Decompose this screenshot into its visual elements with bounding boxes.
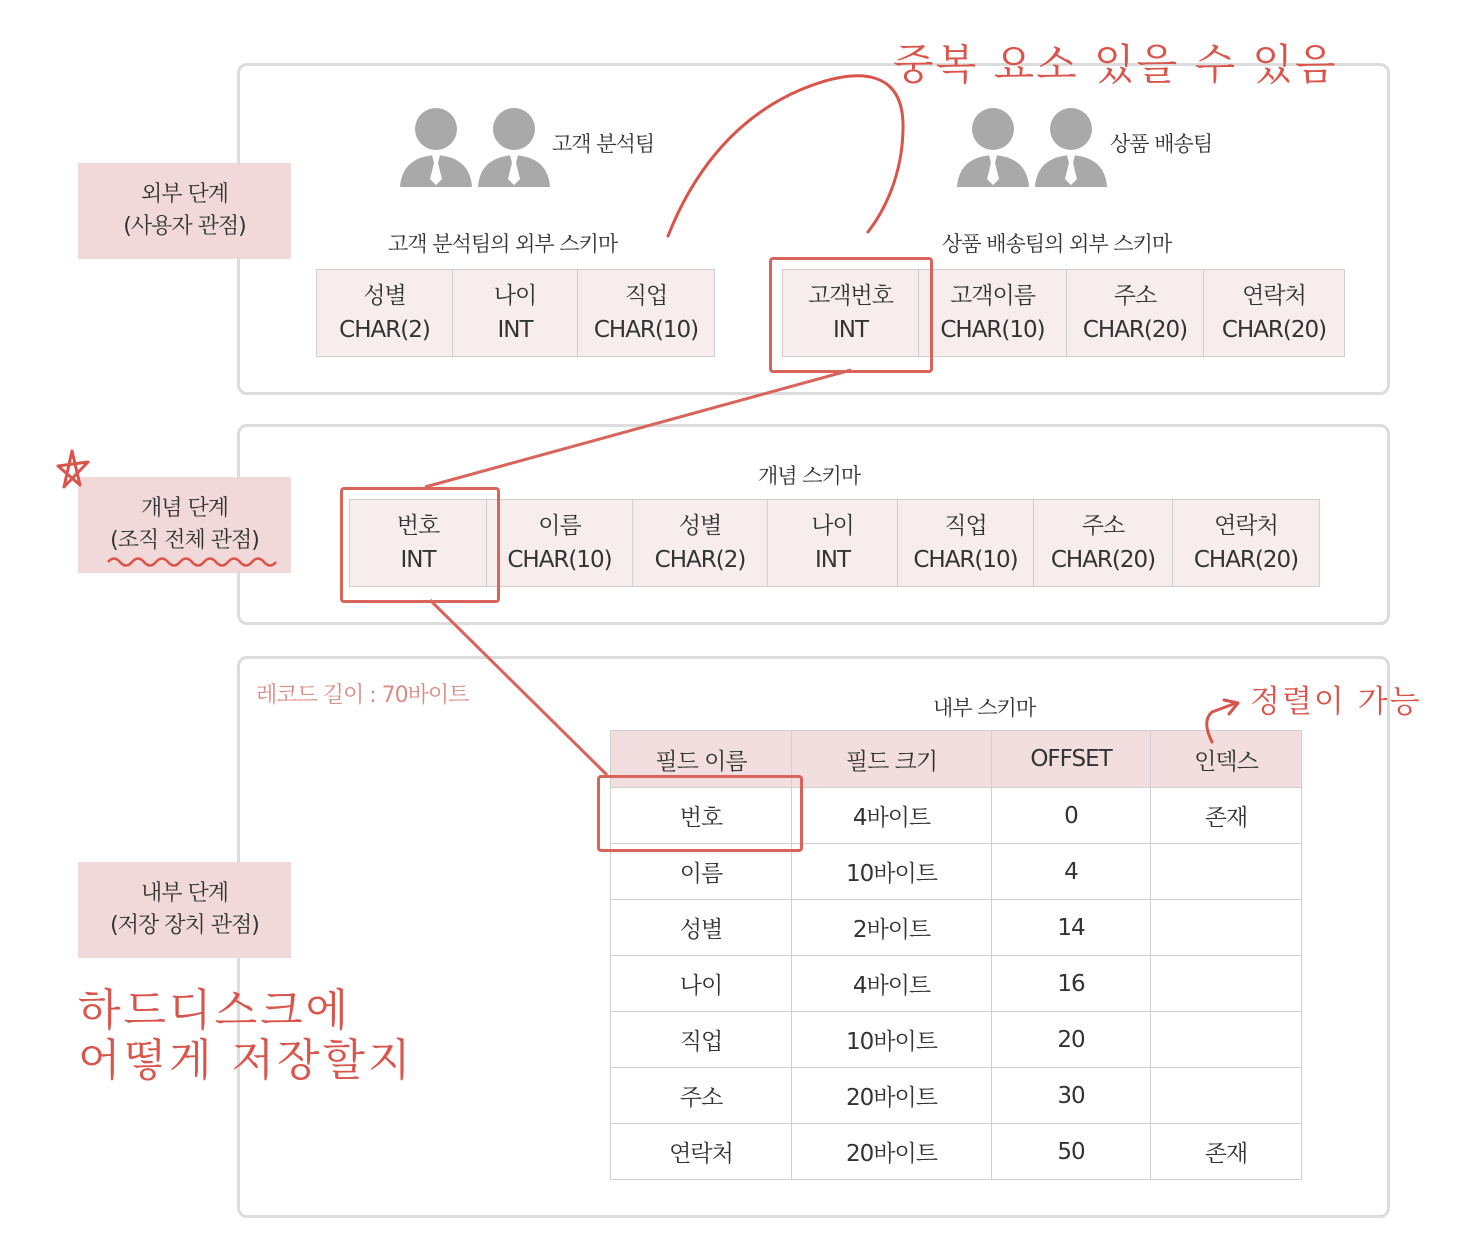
- field-name: 연락처: [1242, 283, 1306, 309]
- hdd-note-line1: 하드디스크에: [78, 985, 352, 1036]
- table-cell: 10바이트: [792, 844, 992, 900]
- table-cell: 20바이트: [792, 1124, 992, 1180]
- table-cell: 번호: [611, 788, 792, 844]
- field-name: 직업: [624, 283, 668, 309]
- field-type: CHAR(10): [913, 547, 1018, 573]
- field-name: 주소: [1113, 283, 1157, 309]
- table-cell: 4: [992, 844, 1151, 900]
- field-type: CHAR(20): [1193, 547, 1299, 573]
- table-cell: 직업: [611, 1012, 792, 1068]
- table-cell: 20: [992, 1012, 1151, 1068]
- team1-name: 고객 분석팀: [552, 132, 655, 156]
- duplicate-curve: [668, 76, 903, 236]
- table-cell: 연락처: [611, 1124, 792, 1180]
- record-length: 레코드 길이 : 70바이트: [256, 683, 469, 708]
- field-name: 나이: [493, 283, 537, 309]
- internal-level-subtitle: (저장 장치 관점): [110, 913, 259, 938]
- field-name: 고객이름: [950, 283, 1035, 309]
- table-cell: 50: [992, 1124, 1151, 1180]
- field-name: 나이: [811, 513, 854, 539]
- wavy-underline-icon: [108, 559, 276, 566]
- team1-schema-title: 고객 분석팀의 외부 스키마: [388, 232, 618, 256]
- table-cell: 존재: [1151, 788, 1302, 844]
- field-type: CHAR(20): [1082, 317, 1188, 343]
- connector-line: [425, 370, 851, 487]
- external-level-subtitle: (사용자 관점): [123, 214, 246, 239]
- star-doodle-icon: [58, 451, 88, 487]
- table-cell: 이름: [611, 844, 792, 900]
- team2-name: 상품 배송팀: [1110, 132, 1213, 156]
- team2-schema-title: 상품 배송팀의 외부 스키마: [942, 232, 1172, 256]
- field-type: INT: [400, 547, 436, 573]
- table-cell: 존재: [1151, 1124, 1302, 1180]
- conceptual-level-subtitle: (조직 전체 관점): [110, 528, 259, 553]
- field-name: 이름: [538, 513, 581, 539]
- table-cell: 성별: [611, 900, 792, 956]
- column-header: 인덱스: [1151, 731, 1302, 788]
- field-type: CHAR(10): [507, 547, 612, 573]
- table-cell: 2바이트: [792, 900, 992, 956]
- table-cell: 20바이트: [792, 1068, 992, 1124]
- field-type: CHAR(20): [1221, 317, 1327, 343]
- field-type: CHAR(2): [654, 547, 746, 573]
- field-type: CHAR(20): [1050, 547, 1156, 573]
- external-level-title: 외부 단계: [140, 182, 228, 207]
- table-cell: 주소: [611, 1068, 792, 1124]
- internal-schema-title: 내부 스키마: [933, 696, 1036, 720]
- connector-line: [430, 600, 607, 775]
- table-cell: 30: [992, 1068, 1151, 1124]
- table-cell: 나이: [611, 956, 792, 1012]
- table-cell: 10바이트: [792, 1012, 992, 1068]
- table-cell: 4바이트: [792, 788, 992, 844]
- field-name: 고객번호: [808, 283, 893, 309]
- sortable-note: 정렬이 가능: [1250, 684, 1422, 720]
- field-name: 성별: [363, 283, 406, 309]
- column-header: OFFSET: [992, 731, 1151, 788]
- table-cell: 4바이트: [792, 956, 992, 1012]
- table-cell: 0: [992, 788, 1151, 844]
- field-name: 성별: [678, 513, 722, 539]
- field-name: 주소: [1081, 513, 1125, 539]
- table-cell: 14: [992, 900, 1151, 956]
- field-type: INT: [832, 317, 869, 343]
- field-type: CHAR(10): [940, 317, 1045, 343]
- field-name: 번호: [396, 513, 440, 539]
- column-header: 필드 이름: [611, 731, 792, 788]
- conceptual-level-title: 개념 단계: [140, 496, 228, 521]
- field-type: CHAR(10): [593, 317, 699, 343]
- duplicate-note: 중복 요소 있을 수 있음: [893, 40, 1338, 89]
- field-type: INT: [814, 547, 851, 573]
- field-type: INT: [497, 317, 533, 343]
- internal-level-title: 내부 단계: [140, 881, 228, 906]
- conceptual-schema-title: 개념 스키마: [758, 464, 861, 488]
- field-name: 연락처: [1214, 513, 1278, 539]
- column-header: 필드 크기: [792, 731, 992, 788]
- field-type: CHAR(2): [339, 317, 430, 343]
- field-name: 직업: [944, 513, 987, 539]
- hdd-note-line2: 어떻게 저장할지: [78, 1035, 414, 1086]
- table-cell: 16: [992, 956, 1151, 1012]
